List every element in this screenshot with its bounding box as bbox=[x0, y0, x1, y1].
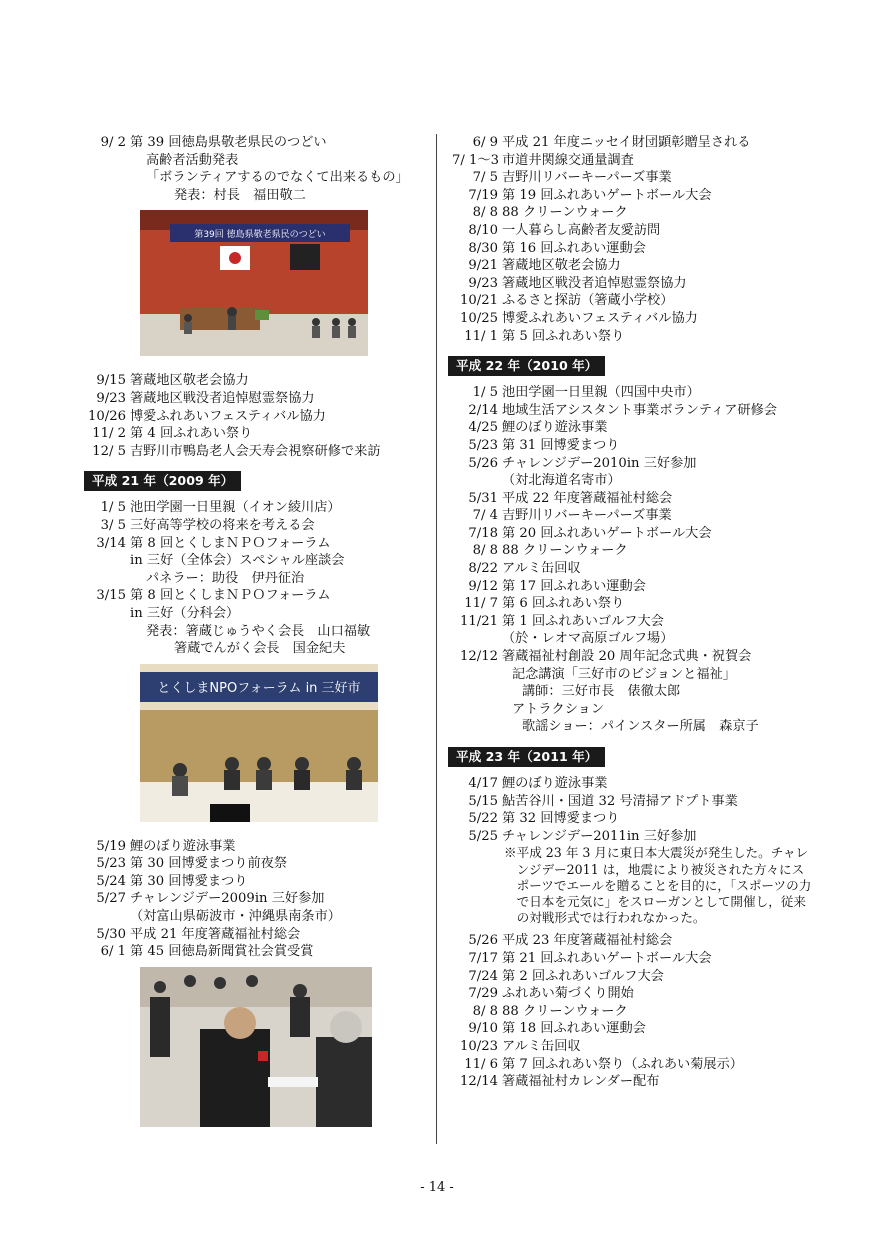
event-date bbox=[452, 701, 498, 719]
list-item bbox=[452, 275, 792, 293]
event-text: チャレンジデー2009in 三好参加 bbox=[130, 891, 325, 907]
section-header-2010: 平成 22 年（2010 年） bbox=[448, 356, 605, 376]
list-item bbox=[452, 152, 792, 170]
list-item bbox=[452, 292, 792, 310]
event-date bbox=[88, 570, 126, 588]
list-item bbox=[452, 718, 792, 736]
event-date: 1/ 5 bbox=[472, 385, 498, 401]
event-date: 4/17 bbox=[468, 776, 498, 791]
list-item bbox=[452, 402, 792, 420]
event-text: アルミ缶回収 bbox=[502, 1038, 581, 1054]
event-text: 鮎苦谷川・国道 32 号清掃アドプト事業 bbox=[502, 793, 738, 809]
event-date: 8/22 bbox=[468, 561, 498, 577]
event-date: 10/26 bbox=[88, 408, 127, 424]
event-text: チャレンジデー2011in 三好参加 bbox=[502, 828, 697, 844]
event-list-2009b bbox=[88, 838, 418, 961]
event-date: 5/23 bbox=[96, 856, 126, 872]
event-text: 講師：三好市長 俵徹太郎 bbox=[522, 684, 681, 700]
list-item bbox=[452, 793, 792, 811]
event-text: 発表：箸蔵じゅうやく会長 山口福敏 bbox=[146, 623, 371, 639]
event-date bbox=[88, 169, 126, 187]
event-date: 9/23 bbox=[468, 275, 498, 291]
event-text: 池田学園一日里親（四国中央市） bbox=[502, 385, 700, 401]
column-divider bbox=[436, 134, 437, 1144]
event-text: 箸蔵でんがく会長 国金紀夫 bbox=[174, 641, 346, 657]
event-text: （対北海道名寄市） bbox=[502, 473, 621, 489]
photo-npo-forum-image bbox=[140, 664, 378, 822]
list-item bbox=[88, 873, 418, 891]
list-item bbox=[88, 372, 418, 390]
photo-keiro-event-image bbox=[140, 210, 368, 356]
event-list-2008a bbox=[88, 134, 418, 204]
event-text: 平成 23 年度箸蔵福祉村総会 bbox=[502, 933, 673, 949]
event-text: 高齢者活動発表 bbox=[146, 152, 239, 168]
list-item bbox=[88, 943, 418, 961]
event-text: 鯉のぼり遊泳事業 bbox=[502, 420, 608, 436]
event-text: 第 39 回徳島県敬老県民のつどい bbox=[130, 135, 327, 150]
event-date: 5/15 bbox=[468, 793, 498, 809]
event-date bbox=[452, 472, 498, 490]
event-date: 7/29 bbox=[468, 986, 498, 1002]
list-item bbox=[452, 384, 792, 402]
list-item bbox=[88, 425, 418, 443]
event-text: 箸蔵地区戦没者追悼慰霊祭協力 bbox=[502, 275, 687, 291]
event-date: 10/21 bbox=[459, 293, 498, 309]
event-text: 第 31 回博愛まつり bbox=[502, 437, 620, 453]
list-item bbox=[452, 560, 792, 578]
event-date: 8/ 8 bbox=[472, 205, 498, 221]
event-date: 5/26 bbox=[468, 933, 498, 949]
list-item bbox=[452, 525, 792, 543]
event-date bbox=[452, 718, 498, 736]
event-date bbox=[88, 908, 126, 926]
list-item bbox=[88, 640, 418, 658]
list-item bbox=[452, 257, 792, 275]
list-item bbox=[452, 810, 792, 828]
list-item bbox=[452, 828, 792, 846]
event-text: in 三好（分科会） bbox=[130, 605, 240, 621]
list-item bbox=[452, 630, 792, 648]
event-text: パネラー：助役 伊丹征治 bbox=[146, 570, 305, 586]
event-text: ふるさと探訪（箸蔵小学校） bbox=[502, 293, 674, 309]
list-item bbox=[452, 169, 792, 187]
list-item bbox=[452, 1003, 792, 1021]
event-date: 9/21 bbox=[468, 258, 498, 274]
event-text: in 三好（全体会）スペシャル座談会 bbox=[130, 553, 345, 569]
event-text: 発表：村長 福田敬二 bbox=[174, 187, 306, 203]
event-date bbox=[88, 552, 126, 570]
event-date bbox=[452, 630, 498, 648]
event-text: 第 2 回ふれあいゴルフ大会 bbox=[502, 968, 664, 984]
event-text: アルミ缶回収 bbox=[502, 561, 581, 577]
list-item bbox=[452, 701, 792, 719]
list-item bbox=[452, 666, 792, 684]
event-date bbox=[88, 623, 126, 641]
section-header-2009: 平成 21 年（2009 年） bbox=[84, 471, 241, 491]
event-text: 88 クリーンウォーク bbox=[502, 205, 628, 221]
earthquake-note: ※平成 23 年 3 月に東日本大震災が発生した。チャレンジデー2011 は，地震により被災された方々にスポーツでエールを贈ることを目的に，「スポーツの力で日本を元気に」をスローガンとして開催し，従来の対戦形式では行われなかった。 bbox=[504, 845, 812, 926]
event-date: 12/ 5 bbox=[92, 443, 126, 459]
list-item bbox=[452, 328, 792, 346]
event-text: 記念講演「三好市のビジョンと福祉」 bbox=[512, 666, 736, 682]
event-date: 12/14 bbox=[459, 1074, 498, 1090]
event-text: 地域生活アシスタント事業ボランティア研修会 bbox=[502, 402, 777, 418]
list-item bbox=[88, 855, 418, 873]
list-item bbox=[88, 623, 418, 641]
list-item bbox=[88, 390, 418, 408]
event-date: 3/15 bbox=[96, 588, 126, 604]
event-text: 市道井関線交通量調査 bbox=[502, 152, 634, 168]
event-date: 8/30 bbox=[468, 240, 498, 256]
event-date: 11/21 bbox=[459, 613, 498, 629]
list-item bbox=[452, 187, 792, 205]
event-date bbox=[88, 187, 126, 205]
event-text: 第 8 回とくしまＮＰＯフォーラム bbox=[130, 588, 331, 604]
event-date: 7/17 bbox=[468, 950, 498, 966]
event-text: 博愛ふれあいフェスティバル協力 bbox=[130, 408, 326, 424]
event-list-2008b bbox=[88, 372, 418, 460]
list-item bbox=[452, 648, 792, 666]
event-date: 5/26 bbox=[468, 455, 498, 471]
event-text: 第 20 回ふれあいゲートボール大会 bbox=[502, 525, 712, 541]
event-text: 第 7 回ふれあい祭り（ふれあい菊展示） bbox=[502, 1056, 743, 1072]
event-date: 10/23 bbox=[459, 1038, 498, 1054]
list-item bbox=[452, 240, 792, 258]
list-item bbox=[452, 542, 792, 560]
event-text: 箸蔵福祉村創設 20 周年記念式典・祝賀会 bbox=[502, 649, 752, 665]
list-item bbox=[452, 613, 792, 631]
event-date: 8/ 8 bbox=[472, 1003, 498, 1019]
list-item bbox=[452, 968, 792, 986]
event-text: 第 18 回ふれあい運動会 bbox=[502, 1021, 646, 1037]
event-date: 5/25 bbox=[468, 828, 498, 844]
event-date bbox=[88, 605, 126, 623]
event-date: 9/23 bbox=[96, 390, 126, 406]
event-text: 第 45 回徳島新聞賞社会賞受賞 bbox=[130, 944, 314, 960]
event-date: 5/24 bbox=[96, 873, 126, 889]
list-item bbox=[88, 134, 418, 152]
event-date: 7/ 5 bbox=[472, 170, 498, 186]
list-item bbox=[452, 1073, 792, 1091]
event-date: 9/15 bbox=[96, 373, 126, 389]
event-date: 5/27 bbox=[96, 891, 126, 907]
photo-npo-banner: とくしまNPOフォーラム in 三好市 bbox=[157, 680, 361, 696]
list-item bbox=[88, 187, 418, 205]
event-date: 5/23 bbox=[468, 437, 498, 453]
list-item bbox=[452, 950, 792, 968]
event-date bbox=[88, 640, 126, 658]
list-item bbox=[88, 926, 418, 944]
event-text: 第 30 回博愛まつり前夜祭 bbox=[130, 856, 288, 872]
event-text: 鯉のぼり遊泳事業 bbox=[130, 838, 236, 854]
event-date: 7/19 bbox=[468, 187, 498, 203]
event-text: 第 19 回ふれあいゲートボール大会 bbox=[502, 187, 712, 203]
event-date: 7/ 1～3 bbox=[452, 152, 499, 168]
event-date: 8/ 8 bbox=[472, 543, 498, 559]
page-number: - 14 - bbox=[420, 1180, 454, 1195]
event-date: 5/19 bbox=[96, 838, 126, 854]
photo-award bbox=[140, 967, 372, 1127]
event-text: 平成 21 年度箸蔵福祉村総会 bbox=[130, 926, 301, 942]
event-text: 第 16 回ふれあい運動会 bbox=[502, 240, 646, 256]
list-item bbox=[452, 490, 792, 508]
section-header-2011: 平成 23 年（2011 年） bbox=[448, 747, 605, 767]
event-text: 歌謡ショー：パインスター所属 森京子 bbox=[522, 719, 759, 735]
photo-award-image bbox=[140, 967, 372, 1127]
event-date: 6/ 9 bbox=[472, 135, 498, 150]
list-item bbox=[452, 932, 792, 950]
event-text: （於・レオマ高原ゴルフ場） bbox=[502, 631, 674, 647]
event-list-2009c bbox=[452, 134, 792, 345]
event-text: 第 32 回博愛まつり bbox=[502, 811, 620, 827]
list-item bbox=[452, 985, 792, 1003]
list-item bbox=[452, 419, 792, 437]
list-item bbox=[88, 552, 418, 570]
list-item bbox=[452, 1038, 792, 1056]
event-date bbox=[452, 683, 498, 701]
list-item bbox=[88, 570, 418, 588]
event-text: ふれあい菊づくり開始 bbox=[502, 986, 634, 1002]
list-item bbox=[88, 443, 418, 461]
event-date bbox=[88, 152, 126, 170]
event-list-2011a bbox=[452, 775, 792, 845]
event-text: 第 30 回博愛まつり bbox=[130, 873, 248, 889]
event-date: 2/14 bbox=[468, 402, 498, 418]
list-item bbox=[88, 517, 418, 535]
event-date bbox=[452, 666, 498, 684]
list-item bbox=[452, 134, 792, 152]
list-item bbox=[88, 890, 418, 908]
event-text: 88 クリーンウォーク bbox=[502, 1003, 628, 1019]
event-text: 吉野川リバーキーパーズ事業 bbox=[502, 170, 672, 186]
event-text: 箸蔵地区戦没者追悼慰霊祭協力 bbox=[130, 390, 315, 406]
left-column bbox=[88, 134, 418, 1143]
event-list-2009a bbox=[88, 499, 418, 657]
list-item bbox=[452, 222, 792, 240]
event-date: 5/22 bbox=[468, 811, 498, 827]
event-date: 9/ 2 bbox=[100, 135, 126, 150]
event-text: 平成 21 年度ニッセイ財団顕彰贈呈される bbox=[502, 135, 751, 150]
list-item bbox=[452, 204, 792, 222]
event-date: 3/14 bbox=[96, 535, 126, 551]
list-item bbox=[452, 1020, 792, 1038]
event-date: 7/18 bbox=[468, 525, 498, 541]
list-item bbox=[88, 152, 418, 170]
event-text: チャレンジデー2010in 三好参加 bbox=[502, 455, 697, 471]
event-text: 一人暮らし高齢者友愛訪問 bbox=[502, 222, 661, 238]
event-date: 11/ 1 bbox=[464, 328, 498, 344]
event-date: 7/ 4 bbox=[472, 508, 498, 524]
list-item bbox=[88, 535, 418, 553]
right-column bbox=[452, 134, 812, 1091]
event-text: 第 6 回ふれあい祭り bbox=[502, 596, 625, 612]
event-date: 12/12 bbox=[459, 649, 498, 665]
event-text: 第 5 回ふれあい祭り bbox=[502, 328, 625, 344]
list-item bbox=[88, 499, 418, 517]
event-date: 10/25 bbox=[459, 310, 498, 326]
event-date: 1/ 5 bbox=[100, 500, 126, 516]
event-text: 第 21 回ふれあいゲートボール大会 bbox=[502, 950, 712, 966]
event-date: 3/ 5 bbox=[100, 517, 126, 533]
event-text: 第 1 回ふれあいゴルフ大会 bbox=[502, 613, 664, 629]
event-date: 11/ 2 bbox=[92, 426, 126, 442]
event-text: 箸蔵地区敬老会協力 bbox=[502, 258, 621, 274]
event-date: 9/10 bbox=[468, 1021, 498, 1037]
event-date: 4/25 bbox=[468, 420, 498, 436]
list-item bbox=[452, 437, 792, 455]
list-item bbox=[88, 605, 418, 623]
list-item bbox=[452, 1056, 792, 1074]
event-date: 7/24 bbox=[468, 968, 498, 984]
list-item bbox=[452, 775, 792, 793]
event-date: 6/ 1 bbox=[100, 944, 126, 960]
photo-keiro-event bbox=[140, 210, 368, 356]
event-text: 箸蔵地区敬老会協力 bbox=[130, 373, 249, 389]
event-date: 11/ 7 bbox=[464, 596, 498, 612]
list-item bbox=[452, 455, 792, 473]
event-list-2010 bbox=[452, 384, 792, 736]
event-text: 吉野川市鴨島老人会天寿会視察研修で来訪 bbox=[130, 443, 381, 459]
list-item bbox=[452, 310, 792, 328]
event-text: 「ボランティアするのでなくて出来るもの」 bbox=[146, 170, 409, 186]
event-text: 博愛ふれあいフェスティバル協力 bbox=[502, 310, 698, 326]
list-item bbox=[452, 595, 792, 613]
photo-keiro-banner: 第39回 徳島県敬老県民のつどい bbox=[194, 230, 326, 241]
event-text: 第 17 回ふれあい運動会 bbox=[502, 578, 646, 594]
event-text: アトラクション bbox=[512, 701, 605, 717]
list-item bbox=[452, 683, 792, 701]
event-text: 88 クリーンウォーク bbox=[502, 543, 628, 559]
list-item bbox=[88, 408, 418, 426]
list-item bbox=[88, 169, 418, 187]
list-item bbox=[452, 507, 792, 525]
event-date: 5/31 bbox=[468, 490, 498, 506]
event-text: 吉野川リバーキーパーズ事業 bbox=[502, 508, 672, 524]
event-date: 5/30 bbox=[96, 926, 126, 942]
event-text: （対富山県砺波市・沖縄県南条市） bbox=[130, 909, 341, 925]
event-text: 池田学園一日里親（イオン綾川店） bbox=[130, 500, 341, 516]
event-text: 平成 22 年度箸蔵福祉村総会 bbox=[502, 490, 673, 506]
list-item bbox=[452, 578, 792, 596]
list-item bbox=[88, 587, 418, 605]
event-date: 11/ 6 bbox=[464, 1056, 498, 1072]
event-text: 三好高等学校の将来を考える会 bbox=[130, 517, 315, 533]
list-item bbox=[88, 838, 418, 856]
list-item bbox=[452, 472, 792, 490]
list-item bbox=[88, 908, 418, 926]
event-text: 箸蔵福祉村カレンダー配布 bbox=[502, 1074, 660, 1090]
event-text: 第 4 回ふれあい祭り bbox=[130, 426, 253, 442]
event-list-2011b bbox=[452, 932, 792, 1090]
event-date: 9/12 bbox=[468, 578, 498, 594]
event-date: 8/10 bbox=[468, 222, 498, 238]
event-text: 鯉のぼり遊泳事業 bbox=[502, 776, 608, 791]
event-text: 第 8 回とくしまＮＰＯフォーラム bbox=[130, 535, 331, 551]
photo-npo-forum bbox=[140, 664, 378, 822]
